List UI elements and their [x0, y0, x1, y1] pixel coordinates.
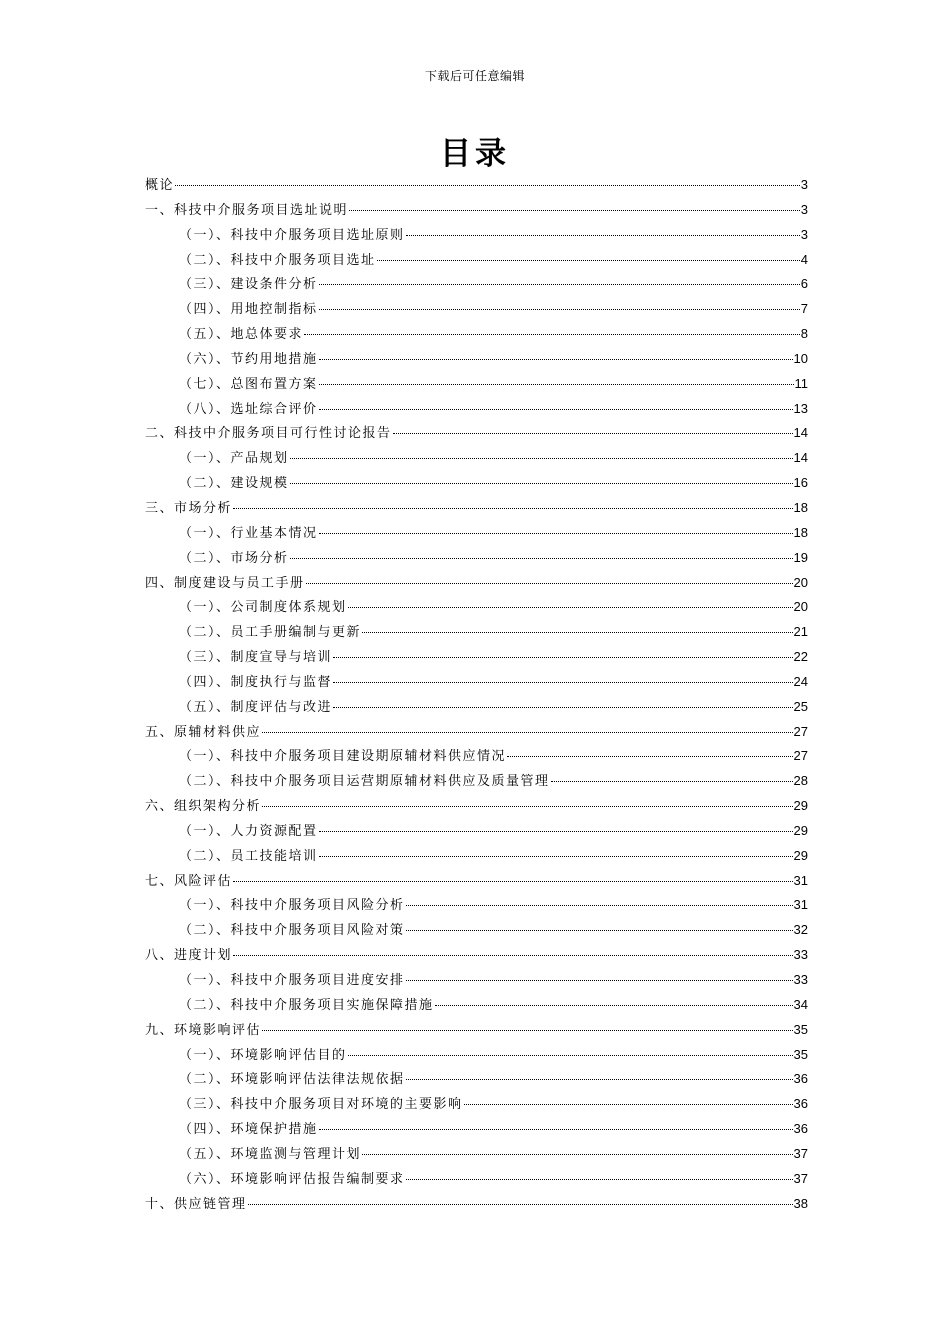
toc-dot-leader [333, 657, 793, 658]
toc-entry-page-number: 8 [800, 326, 808, 342]
toc-entry[interactable] [145, 1168, 808, 1193]
toc-dot-leader [233, 508, 793, 509]
toc-dot-leader [406, 930, 793, 931]
toc-dot-leader [507, 756, 793, 757]
toc-entry-label: （一）、科技中介服务项目建设期原辅材料供应情况 [179, 749, 507, 765]
toc-entry-label: （七）、总图布置方案 [179, 376, 318, 392]
toc-entry-page-number: 37 [793, 1145, 808, 1161]
toc-entry[interactable] [145, 422, 808, 447]
toc-entry-page-number: 20 [793, 599, 808, 615]
toc-entry[interactable] [145, 373, 808, 398]
toc-entry-page-number: 14 [793, 425, 808, 441]
toc-dot-leader [377, 260, 800, 261]
toc-entry[interactable] [145, 820, 808, 845]
toc-entry-label: 九、环境影响评估 [145, 1022, 262, 1038]
toc-entry-page-number: 29 [793, 798, 808, 814]
toc-entry[interactable] [145, 447, 808, 472]
toc-dot-leader [406, 235, 800, 236]
toc-entry-label: （四）、制度执行与监督 [179, 674, 333, 690]
toc-entry-page-number: 36 [793, 1071, 808, 1087]
toc-entry[interactable] [145, 1143, 808, 1168]
toc-entry[interactable] [145, 273, 808, 298]
toc-entry[interactable] [145, 944, 808, 969]
toc-entry[interactable] [145, 870, 808, 895]
toc-entry-label: 六、组织架构分析 [145, 799, 262, 815]
toc-dot-leader [362, 1154, 793, 1155]
toc-entry-page-number: 18 [793, 499, 808, 515]
toc-entry-page-number: 4 [800, 251, 808, 267]
toc-entry[interactable] [145, 497, 808, 522]
toc-entry-page-number: 27 [793, 748, 808, 764]
toc-entry-page-number: 16 [793, 475, 808, 491]
toc-entry-page-number: 11 [794, 375, 808, 391]
toc-entry-page-number: 28 [793, 773, 808, 789]
toc-entry-page-number: 35 [793, 1021, 808, 1037]
toc-entry-label: 十、供应链管理 [145, 1196, 247, 1212]
toc-entry-page-number: 7 [800, 301, 808, 317]
toc-dot-leader [233, 881, 793, 882]
toc-entry-page-number: 19 [793, 549, 808, 565]
toc-entry-page-number: 3 [800, 177, 808, 192]
toc-entry-label: 八、进度计划 [145, 948, 233, 964]
toc-entry[interactable] [145, 845, 808, 870]
toc-entry-label: 三、市场分析 [145, 500, 233, 516]
toc-entry[interactable] [145, 174, 808, 199]
toc-entry[interactable] [145, 596, 808, 621]
toc-entry[interactable] [145, 472, 808, 497]
toc-entry[interactable] [145, 994, 808, 1019]
toc-dot-leader [262, 1030, 793, 1031]
toc-dot-leader [319, 384, 794, 385]
toc-entry-label: （五）、地总体要求 [179, 327, 304, 343]
toc-dot-leader [319, 856, 793, 857]
toc-dot-leader [435, 1005, 793, 1006]
toc-entry[interactable] [145, 1019, 808, 1044]
toc-dot-leader [333, 682, 793, 683]
toc-entry[interactable] [145, 298, 808, 323]
toc-entry-page-number: 27 [793, 723, 808, 739]
toc-entry[interactable] [145, 745, 808, 770]
toc-entry-label: （二）、市场分析 [179, 550, 289, 566]
toc-entry-label: 二、科技中介服务项目可行性讨论报告 [145, 426, 392, 442]
toc-entry-page-number: 3 [800, 226, 808, 242]
toc-entry-page-number: 36 [793, 1121, 808, 1137]
toc-entry-label: 概论 [145, 178, 175, 193]
toc-entry-page-number: 29 [793, 822, 808, 838]
toc-dot-leader [406, 980, 793, 981]
toc-dot-leader [406, 1179, 793, 1180]
toc-title: 目录 [440, 136, 510, 172]
toc-entry-page-number: 35 [793, 1046, 808, 1062]
toc-entry-page-number: 31 [793, 872, 808, 888]
toc-dot-leader [406, 905, 793, 906]
toc-entry-label: （一）、科技中介服务项目进度安排 [179, 973, 405, 988]
toc-dot-leader [319, 533, 793, 534]
toc-entry[interactable] [145, 795, 808, 820]
toc-entry-label: 一、科技中介服务项目选址说明 [145, 202, 349, 218]
toc-entry-label: （二）、环境影响评估法律法规依据 [179, 1072, 405, 1088]
toc-entry-label: （六）、节约用地措施 [179, 351, 318, 367]
toc-entry[interactable] [145, 522, 808, 547]
toc-entry[interactable] [145, 646, 808, 671]
toc-entry-page-number: 10 [793, 350, 808, 366]
toc-dot-leader [406, 1079, 793, 1080]
toc-entry[interactable] [145, 1068, 808, 1093]
toc-entry[interactable] [145, 348, 808, 373]
toc-entry-page-number: 21 [793, 624, 808, 640]
toc-entry-page-number: 38 [793, 1195, 808, 1211]
toc-dot-leader [464, 1104, 793, 1105]
toc-dot-leader [248, 1204, 793, 1205]
toc-entry-page-number: 24 [793, 673, 808, 689]
toc-entry-label: 七、风险评估 [145, 873, 233, 889]
toc-entry-label: （一）、科技中介服务项目风险分析 [179, 898, 405, 914]
toc-dot-leader [319, 831, 793, 832]
toc-entry-page-number: 29 [793, 847, 808, 863]
toc-entry[interactable] [145, 572, 808, 597]
toc-dot-leader [319, 1129, 793, 1130]
toc-entry-page-number: 13 [793, 400, 808, 416]
toc-dot-leader [319, 359, 793, 360]
toc-entry-label: （二）、建设规模 [179, 476, 289, 492]
page-header-note: 下载后可任意编辑 [424, 69, 525, 83]
toc-dot-leader [319, 409, 793, 410]
toc-entry[interactable] [145, 1044, 808, 1069]
toc-entry[interactable] [145, 199, 808, 224]
toc-dot-leader [319, 284, 800, 285]
toc-entry-label: （二）、科技中介服务项目选址 [179, 252, 376, 268]
toc-entry-label: （二）、科技中介服务项目风险对策 [179, 923, 405, 939]
toc-entry-page-number: 3 [800, 201, 808, 217]
toc-entry-label: （二）、员工技能培训 [179, 848, 318, 864]
toc-entry-page-number: 14 [793, 450, 808, 466]
toc-entry-label: （五）、环境监测与管理计划 [179, 1146, 362, 1162]
toc-dot-leader [551, 781, 793, 782]
toc-entry-page-number: 6 [800, 276, 808, 292]
toc-entry-label: （二）、科技中介服务项目运营期原辅材料供应及质量管理 [179, 774, 550, 790]
toc-entry[interactable] [145, 696, 808, 721]
toc-entry-page-number: 25 [793, 698, 808, 714]
toc-entry[interactable] [145, 547, 808, 572]
toc-dot-leader [290, 483, 793, 484]
toc-entry[interactable] [145, 770, 808, 795]
toc-entry-label: （四）、环境保护措施 [179, 1122, 318, 1138]
toc-entry-label: （一）、科技中介服务项目选址原则 [179, 227, 405, 243]
toc-entry-page-number: 22 [793, 649, 808, 665]
table-of-contents [145, 174, 808, 1217]
toc-entry-label: （一）、环境影响评估目的 [179, 1047, 347, 1063]
toc-entry-label: （八）、选址综合评价 [179, 401, 318, 417]
toc-dot-leader [175, 185, 800, 186]
toc-entry[interactable] [145, 919, 808, 944]
toc-entry-label: 四、制度建设与员工手册 [145, 575, 305, 591]
toc-entry[interactable] [145, 1118, 808, 1143]
toc-entry-page-number: 18 [793, 524, 808, 540]
toc-entry-page-number: 20 [793, 574, 808, 590]
toc-entry-label: （六）、环境影响评估报告编制要求 [179, 1171, 405, 1187]
toc-entry[interactable] [145, 249, 808, 274]
toc-entry-label: （三）、建设条件分析 [179, 277, 318, 293]
toc-dot-leader [290, 558, 793, 559]
toc-entry[interactable] [145, 398, 808, 423]
toc-entry[interactable] [145, 224, 808, 249]
toc-entry-page-number: 33 [793, 947, 808, 963]
toc-entry-label: （五）、制度评估与改进 [179, 699, 333, 715]
toc-entry[interactable] [145, 969, 808, 994]
toc-dot-leader [333, 707, 793, 708]
toc-dot-leader [393, 433, 793, 434]
toc-entry-label: （三）、科技中介服务项目对环境的主要影响 [179, 1097, 463, 1113]
toc-dot-leader [304, 334, 800, 335]
toc-entry-label: （一）、人力资源配置 [179, 823, 318, 839]
toc-dot-leader [262, 806, 793, 807]
toc-entry[interactable] [145, 621, 808, 646]
toc-entry-label: （二）、员工手册编制与更新 [179, 625, 362, 641]
toc-entry[interactable] [145, 1093, 808, 1118]
toc-dot-leader [348, 607, 793, 608]
toc-entry[interactable] [145, 1193, 808, 1218]
toc-dot-leader [233, 955, 793, 956]
toc-entry-page-number: 31 [793, 897, 808, 913]
toc-dot-leader [306, 583, 793, 584]
toc-entry[interactable] [145, 894, 808, 919]
toc-dot-leader [319, 309, 800, 310]
toc-dot-leader [348, 1055, 793, 1056]
toc-entry-label: 五、原辅材料供应 [145, 724, 262, 740]
toc-entry-page-number: 32 [793, 922, 808, 938]
toc-entry-page-number: 34 [793, 996, 808, 1012]
toc-entry-label: （三）、制度宣导与培训 [179, 650, 333, 666]
toc-entry[interactable] [145, 323, 808, 348]
toc-entry-page-number: 36 [793, 1096, 808, 1112]
toc-entry-label: （一）、行业基本情况 [179, 525, 318, 541]
toc-entry-page-number: 33 [793, 972, 808, 987]
toc-entry[interactable] [145, 721, 808, 746]
toc-entry-label: （一）、产品规划 [179, 451, 289, 467]
toc-entry-label: （一）、公司制度体系规划 [179, 600, 347, 616]
toc-dot-leader [262, 732, 793, 733]
toc-entry-label: （四）、用地控制指标 [179, 302, 318, 318]
toc-dot-leader [349, 210, 800, 211]
toc-dot-leader [290, 458, 793, 459]
toc-entry[interactable] [145, 671, 808, 696]
toc-entry-page-number: 37 [793, 1170, 808, 1186]
toc-dot-leader [362, 632, 793, 633]
toc-entry-label: （二）、科技中介服务项目实施保障措施 [179, 997, 434, 1013]
